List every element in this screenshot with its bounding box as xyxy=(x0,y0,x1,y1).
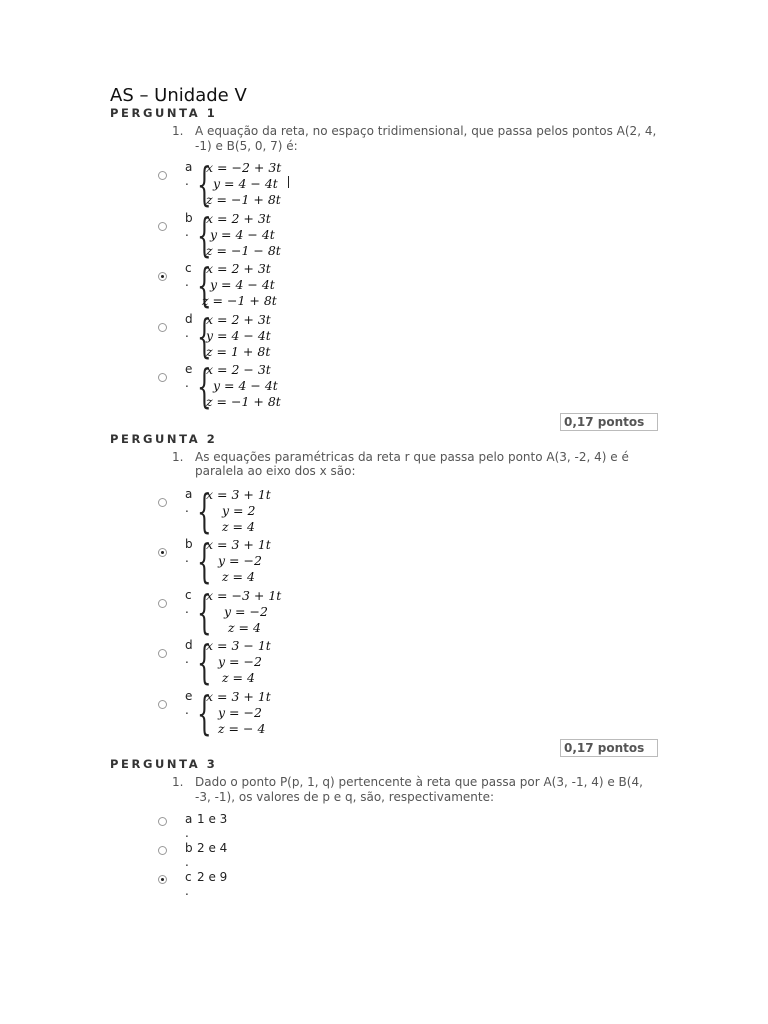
option-letter: c xyxy=(185,870,192,884)
option-dot: . xyxy=(185,702,189,717)
brace-symbol: { xyxy=(197,359,212,413)
option-dot: . xyxy=(185,500,189,515)
equation-x: x = 3 + 1t xyxy=(206,688,271,704)
option-a[interactable] xyxy=(110,483,660,538)
option-c[interactable] xyxy=(110,258,660,312)
equation-x: x = 3 + 1t xyxy=(206,537,271,552)
option-letter: c xyxy=(185,587,192,602)
brace-symbol: { xyxy=(197,584,212,639)
option-letter: b xyxy=(185,537,193,551)
equation-z: z = 4 xyxy=(222,569,255,584)
equation-y: y = 4 − 4t xyxy=(213,176,278,191)
equation-x: x = −3 + 1t xyxy=(206,587,282,603)
option-dot: . xyxy=(185,224,189,239)
option-e[interactable] xyxy=(110,685,660,740)
brace-symbol: { xyxy=(197,308,212,363)
brace-symbol: { xyxy=(197,534,212,588)
radio-button[interactable] xyxy=(158,846,167,855)
option-letter: b xyxy=(185,210,193,225)
question-text: Dado o ponto P(p, 1, q) pertencente à reta que passa por A(3, -1, 4) e B(4, -3, -1), os valores de p e q, são, respectivamente: xyxy=(195,775,643,804)
option-dot: . xyxy=(185,174,189,188)
brace-symbol: { xyxy=(197,207,212,262)
answer-options xyxy=(110,812,660,899)
equation-x: x = 3 + 1t xyxy=(206,486,271,502)
equation-z: z = −1 + 8t xyxy=(206,394,281,409)
equation-y: y = 4 − 4t xyxy=(213,378,278,393)
equation-z: z = −1 + 8t xyxy=(202,293,277,308)
option-d[interactable] xyxy=(110,308,660,363)
option-letter: d xyxy=(185,638,193,652)
radio-button[interactable] xyxy=(158,700,167,709)
brace-symbol: { xyxy=(197,483,212,538)
radio-button[interactable] xyxy=(158,222,167,231)
radio-button[interactable] xyxy=(158,171,167,180)
question-text: As equações paramétricas da reta r que passa pelo ponto A(3, -2, 4) e é paralela ao eixo dos x são: xyxy=(195,449,629,478)
equation-y: y = 4 − 4t xyxy=(210,226,275,242)
equation-z: z = 4 xyxy=(228,619,261,635)
question-header: PERGUNTA 2 xyxy=(110,431,218,446)
points-badge: 0,17 pontos xyxy=(560,739,658,757)
question-text-block xyxy=(172,775,660,804)
option-letter: a xyxy=(185,160,193,174)
question-3 xyxy=(110,757,660,899)
page-title: AS – Unidade V xyxy=(110,85,247,106)
question-number: 1. xyxy=(172,449,184,464)
question-header: PERGUNTA 1 xyxy=(110,106,218,120)
option-c[interactable] xyxy=(110,584,660,639)
brace-symbol: { xyxy=(197,258,212,312)
option-dot: . xyxy=(185,884,189,898)
points-row xyxy=(110,413,660,435)
question-text-block xyxy=(172,450,660,479)
option-answer: 2 e 9 xyxy=(197,870,228,884)
equation-y: y = −2 xyxy=(218,553,262,568)
question-text-block xyxy=(172,124,660,153)
quiz-page xyxy=(110,86,660,899)
equation-z: z = 4 xyxy=(222,670,255,685)
equation-z: z = 1 + 8t xyxy=(206,343,271,359)
option-letter: c xyxy=(185,261,192,275)
equation-x: x = 2 + 3t xyxy=(206,311,271,327)
option-letter: d xyxy=(185,311,193,326)
option-dot: . xyxy=(185,376,189,390)
option-b[interactable] xyxy=(110,207,660,262)
option-letter: a xyxy=(185,486,193,501)
equation-z: z = − 4 xyxy=(218,720,266,736)
equation-z: z = −1 + 8t xyxy=(206,192,281,207)
equation-y: y = 2 xyxy=(222,502,256,518)
option-a[interactable] xyxy=(110,157,660,211)
option-dot: . xyxy=(185,826,189,840)
equation-x: x = 2 − 3t xyxy=(206,362,271,377)
radio-button-selected[interactable] xyxy=(158,272,167,281)
radio-button[interactable] xyxy=(158,817,167,826)
points-row xyxy=(110,739,660,761)
radio-button-selected[interactable] xyxy=(158,548,167,557)
equation-x: x = 2 + 3t xyxy=(206,261,271,276)
equation-x: x = 2 + 3t xyxy=(206,210,271,226)
brace-symbol: { xyxy=(197,635,212,689)
question-number: 1. xyxy=(172,775,184,789)
question-2 xyxy=(110,432,660,762)
option-b[interactable] xyxy=(110,841,660,870)
option-dot: . xyxy=(185,325,189,340)
option-dot: . xyxy=(185,855,189,869)
radio-button[interactable] xyxy=(158,599,167,608)
equation-z: z = −1 − 8t xyxy=(206,242,281,258)
equation-y: y = 4 − 4t xyxy=(206,327,271,343)
option-e[interactable] xyxy=(110,359,660,413)
radio-button[interactable] xyxy=(158,649,167,658)
option-letter: b xyxy=(185,841,193,855)
radio-button-selected[interactable] xyxy=(158,875,167,884)
radio-button[interactable] xyxy=(158,323,167,332)
brace-symbol: { xyxy=(197,685,212,740)
option-letter: a xyxy=(185,812,193,826)
option-dot: . xyxy=(185,652,189,666)
points-badge: 0,17 pontos xyxy=(560,413,658,431)
option-answer: 1 e 3 xyxy=(197,812,228,826)
text-cursor xyxy=(288,176,289,188)
brace-symbol: { xyxy=(197,157,212,211)
option-dot: . xyxy=(185,275,189,289)
equation-x: x = −2 + 3t xyxy=(206,160,282,175)
answer-options xyxy=(110,483,660,740)
question-number: 1. xyxy=(172,124,184,138)
answer-options xyxy=(110,157,660,413)
equation-y: y = 4 − 4t xyxy=(210,277,275,292)
option-a[interactable] xyxy=(110,812,660,841)
equation-y: y = −2 xyxy=(224,603,268,619)
option-dot: . xyxy=(185,601,189,616)
radio-button[interactable] xyxy=(158,373,167,382)
option-dot: . xyxy=(185,551,189,565)
option-letter: e xyxy=(185,688,193,703)
option-answer: 2 e 4 xyxy=(197,841,228,855)
option-letter: e xyxy=(185,362,193,376)
question-header: PERGUNTA 3 xyxy=(110,757,218,771)
option-c[interactable] xyxy=(110,870,660,899)
option-d[interactable] xyxy=(110,635,660,689)
equation-x: x = 3 − 1t xyxy=(206,638,271,653)
equation-y: y = −2 xyxy=(218,654,262,669)
question-text: A equação da reta, no espaço tridimensional, que passa pelos pontos A(2, 4, -1) e B(5, 0, 7) é: xyxy=(195,124,657,153)
option-b[interactable] xyxy=(110,534,660,588)
radio-button[interactable] xyxy=(158,498,167,507)
equation-y: y = −2 xyxy=(218,704,262,720)
equation-z: z = 4 xyxy=(222,518,255,534)
question-1 xyxy=(110,106,660,435)
